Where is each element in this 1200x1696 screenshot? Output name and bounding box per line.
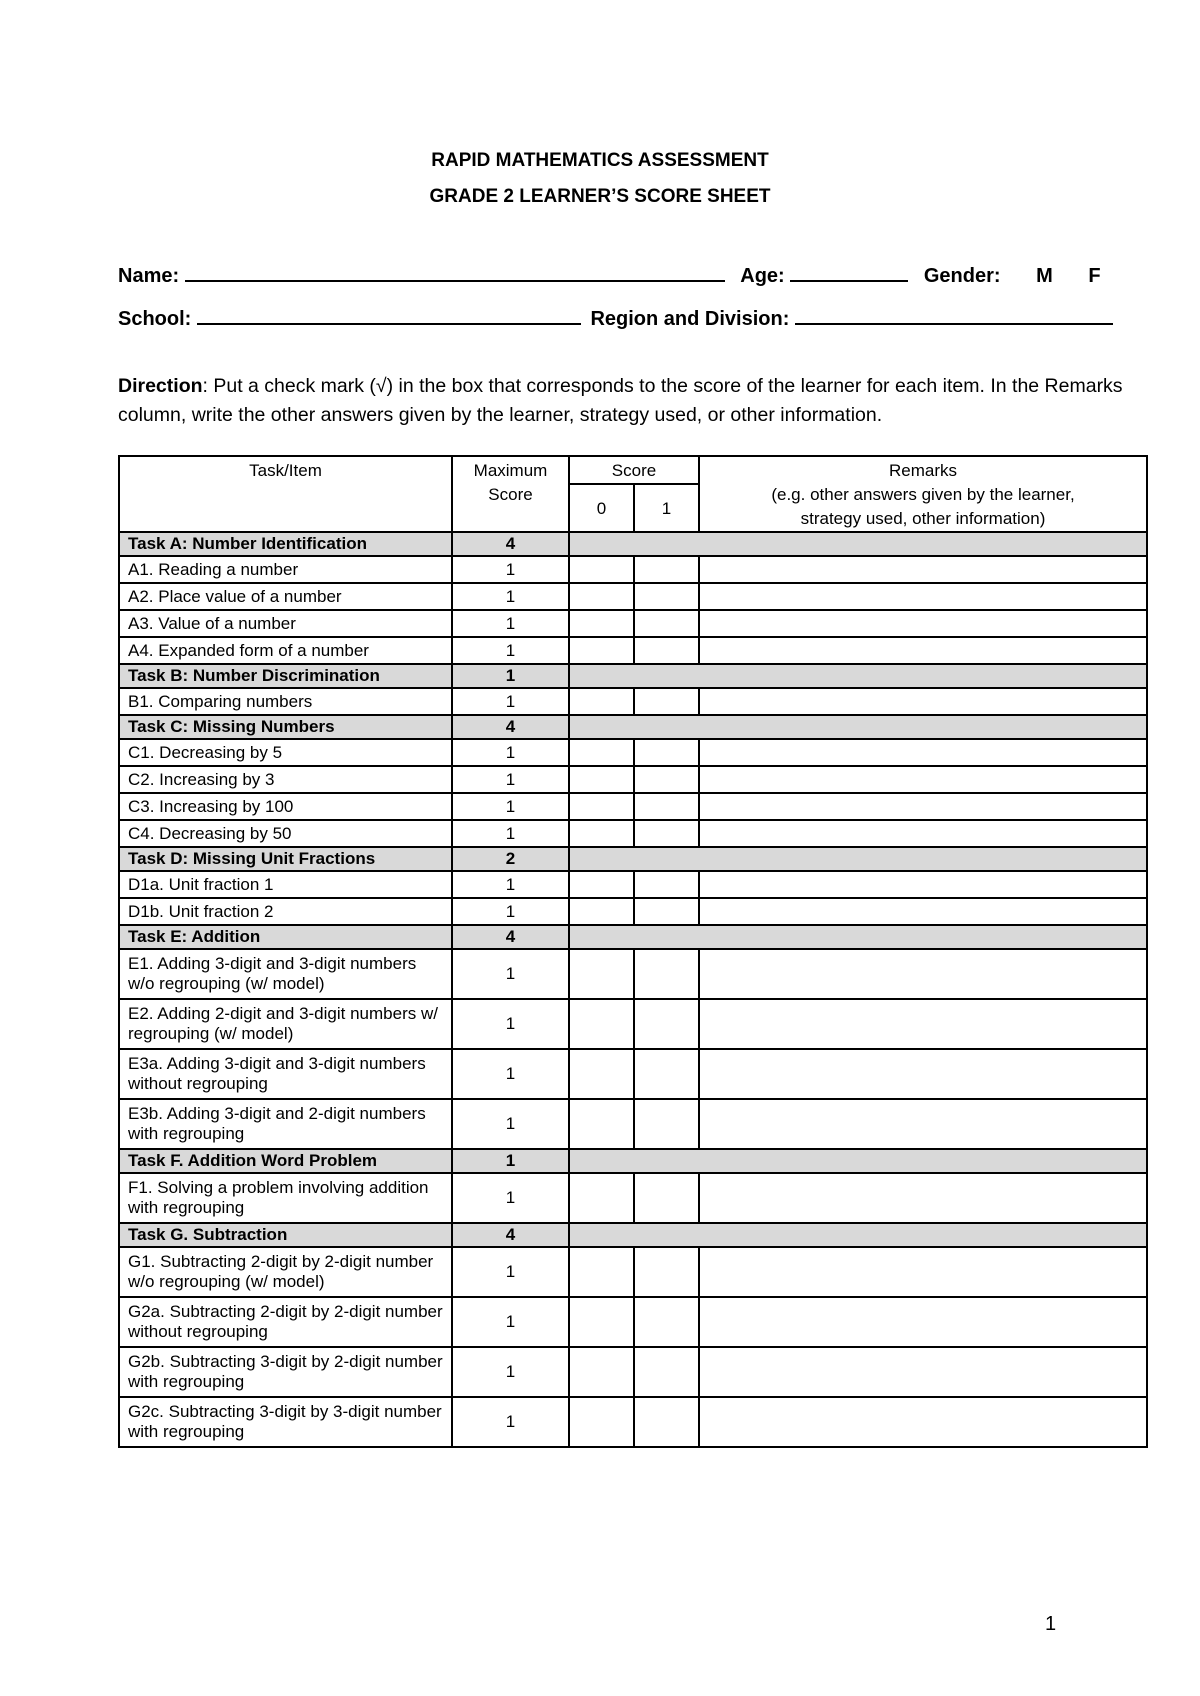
task-label: Task E: Addition — [119, 925, 452, 949]
item-row — [119, 898, 1147, 925]
score-1-checkbox[interactable] — [634, 1099, 699, 1149]
header-score-0: 0 — [569, 484, 634, 532]
item-row — [119, 793, 1147, 820]
remarks-field[interactable] — [699, 1173, 1147, 1223]
score-0-checkbox[interactable] — [569, 871, 634, 898]
score-0-checkbox[interactable] — [569, 898, 634, 925]
learner-info-line-1 — [118, 262, 1101, 288]
item-label: F1. Solving a problem involving addition with regrouping — [119, 1173, 452, 1223]
item-label: D1b. Unit fraction 2 — [119, 898, 452, 925]
item-max-score: 1 — [452, 766, 569, 793]
task-row-filler — [569, 1149, 1147, 1173]
gender-option-m[interactable]: M — [1036, 265, 1053, 287]
item-max-score: 1 — [452, 1347, 569, 1397]
score-0-checkbox[interactable] — [569, 1049, 634, 1099]
item-max-score: 1 — [452, 793, 569, 820]
task-max-score: 1 — [452, 1149, 569, 1173]
remarks-field[interactable] — [699, 583, 1147, 610]
score-0-checkbox[interactable] — [569, 637, 634, 664]
score-1-checkbox[interactable] — [634, 1297, 699, 1347]
item-row — [119, 766, 1147, 793]
item-max-score: 1 — [452, 1099, 569, 1149]
age-label: Age: — [740, 265, 785, 287]
score-1-checkbox[interactable] — [634, 871, 699, 898]
score-0-checkbox[interactable] — [569, 583, 634, 610]
score-1-checkbox[interactable] — [634, 739, 699, 766]
item-row — [119, 949, 1147, 999]
score-1-checkbox[interactable] — [634, 898, 699, 925]
remarks-field[interactable] — [699, 898, 1147, 925]
task-label: Task D: Missing Unit Fractions — [119, 847, 452, 871]
task-max-score: 4 — [452, 925, 569, 949]
header-score-1: 1 — [634, 484, 699, 532]
item-max-score: 1 — [452, 1049, 569, 1099]
task-max-score: 2 — [452, 847, 569, 871]
score-1-checkbox[interactable] — [634, 1049, 699, 1099]
task-row — [119, 1149, 1147, 1173]
remarks-field[interactable] — [699, 766, 1147, 793]
score-0-checkbox[interactable] — [569, 1173, 634, 1223]
age-field[interactable] — [790, 262, 908, 282]
score-0-checkbox[interactable] — [569, 820, 634, 847]
item-max-score: 1 — [452, 1247, 569, 1297]
item-label: C3. Increasing by 100 — [119, 793, 452, 820]
item-row — [119, 556, 1147, 583]
item-max-score: 1 — [452, 556, 569, 583]
task-max-score: 1 — [452, 664, 569, 688]
task-row-filler — [569, 532, 1147, 556]
score-1-checkbox[interactable] — [634, 766, 699, 793]
header-remarks — [699, 456, 1147, 532]
remarks-field[interactable] — [699, 1297, 1147, 1347]
task-row — [119, 847, 1147, 871]
item-label: A1. Reading a number — [119, 556, 452, 583]
gender-label: Gender: — [923, 265, 1001, 287]
score-1-checkbox[interactable] — [634, 637, 699, 664]
item-max-score: 1 — [452, 1397, 569, 1447]
item-label: E3a. Adding 3-digit and 3-digit numbers without regrouping — [119, 1049, 452, 1099]
score-0-checkbox[interactable] — [569, 999, 634, 1049]
document-subtitle: GRADE 2 LEARNER’S SCORE SHEET — [429, 186, 771, 207]
remarks-field[interactable] — [699, 1099, 1147, 1149]
direction-text — [118, 372, 1148, 430]
item-label: E3b. Adding 3-digit and 2-digit numbers with regrouping — [119, 1099, 452, 1149]
item-row — [119, 1173, 1147, 1223]
item-label: C1. Decreasing by 5 — [119, 739, 452, 766]
item-row — [119, 688, 1147, 715]
item-max-score: 1 — [452, 688, 569, 715]
task-row-filler — [569, 1223, 1147, 1247]
item-label: G1. Subtracting 2-digit by 2-digit number w/o regrouping (w/ model) — [119, 1247, 452, 1297]
item-row — [119, 871, 1147, 898]
item-label: A4. Expanded form of a number — [119, 637, 452, 664]
gender-option-f[interactable]: F — [1088, 265, 1101, 287]
region-division-field[interactable] — [795, 305, 1113, 325]
score-0-checkbox[interactable] — [569, 556, 634, 583]
item-row — [119, 1347, 1147, 1397]
learner-info-line-2 — [118, 305, 1113, 331]
item-label: E1. Adding 3-digit and 3-digit numbers w/o regrouping (w/ model) — [119, 949, 452, 999]
item-label: D1a. Unit fraction 1 — [119, 871, 452, 898]
item-max-score: 1 — [452, 610, 569, 637]
item-label: G2b. Subtracting 3-digit by 2-digit number with regrouping — [119, 1347, 452, 1397]
item-row — [119, 999, 1147, 1049]
item-label: A3. Value of a number — [119, 610, 452, 637]
item-max-score: 1 — [452, 820, 569, 847]
item-row — [119, 583, 1147, 610]
remarks-field[interactable] — [699, 1247, 1147, 1297]
task-label: Task A: Number Identification — [119, 532, 452, 556]
task-row — [119, 715, 1147, 739]
remarks-field[interactable] — [699, 556, 1147, 583]
remarks-field[interactable] — [699, 820, 1147, 847]
score-1-checkbox[interactable] — [634, 1397, 699, 1447]
item-row — [119, 1297, 1147, 1347]
task-row-filler — [569, 847, 1147, 871]
score-0-checkbox[interactable] — [569, 1247, 634, 1297]
remarks-field[interactable] — [699, 1347, 1147, 1397]
page-number: 1 — [1045, 1613, 1057, 1635]
header-score: Score — [569, 456, 699, 484]
task-max-score: 4 — [452, 1223, 569, 1247]
remarks-field[interactable] — [699, 1397, 1147, 1447]
score-1-checkbox[interactable] — [634, 610, 699, 637]
item-max-score: 1 — [452, 739, 569, 766]
score-0-checkbox[interactable] — [569, 688, 634, 715]
score-0-checkbox[interactable] — [569, 793, 634, 820]
item-row — [119, 820, 1147, 847]
item-row — [119, 637, 1147, 664]
name-label: Name: — [118, 265, 180, 287]
score-0-checkbox[interactable] — [569, 1099, 634, 1149]
remarks-field[interactable] — [699, 999, 1147, 1049]
score-table-body — [119, 532, 1147, 1447]
task-label: Task G. Subtraction — [119, 1223, 452, 1247]
remarks-field[interactable] — [699, 637, 1147, 664]
task-label: Task F. Addition Word Problem — [119, 1149, 452, 1173]
task-max-score: 4 — [452, 532, 569, 556]
task-max-score: 4 — [452, 715, 569, 739]
item-label: E2. Adding 2-digit and 3-digit numbers w/ regrouping (w/ model) — [119, 999, 452, 1049]
remarks-field[interactable] — [699, 739, 1147, 766]
item-max-score: 1 — [452, 637, 569, 664]
school-field[interactable] — [197, 305, 581, 325]
task-label: Task B: Number Discrimination — [119, 664, 452, 688]
remarks-field[interactable] — [699, 949, 1147, 999]
item-max-score: 1 — [452, 999, 569, 1049]
remarks-field[interactable] — [699, 1049, 1147, 1099]
item-label: C2. Increasing by 3 — [119, 766, 452, 793]
score-0-checkbox[interactable] — [569, 739, 634, 766]
task-label: Task C: Missing Numbers — [119, 715, 452, 739]
item-max-score: 1 — [452, 583, 569, 610]
score-1-checkbox[interactable] — [634, 583, 699, 610]
score-0-checkbox[interactable] — [569, 1347, 634, 1397]
task-row — [119, 532, 1147, 556]
remarks-field[interactable] — [699, 610, 1147, 637]
task-row — [119, 1223, 1147, 1247]
score-1-checkbox[interactable] — [634, 949, 699, 999]
score-1-checkbox[interactable] — [634, 1347, 699, 1397]
item-label: G2a. Subtracting 2-digit by 2-digit number without regrouping — [119, 1297, 452, 1347]
score-1-checkbox[interactable] — [634, 1247, 699, 1297]
item-label: C4. Decreasing by 50 — [119, 820, 452, 847]
item-label: B1. Comparing numbers — [119, 688, 452, 715]
task-row-filler — [569, 664, 1147, 688]
score-1-checkbox[interactable] — [634, 820, 699, 847]
score-0-checkbox[interactable] — [569, 610, 634, 637]
task-row — [119, 664, 1147, 688]
score-1-checkbox[interactable] — [634, 999, 699, 1049]
header-max-score: Maximum Score — [452, 456, 569, 532]
remarks-field[interactable] — [699, 793, 1147, 820]
item-max-score: 1 — [452, 1297, 569, 1347]
remarks-field[interactable] — [699, 871, 1147, 898]
item-label: A2. Place value of a number — [119, 583, 452, 610]
item-row — [119, 610, 1147, 637]
item-max-score: 1 — [452, 949, 569, 999]
document-title: RAPID MATHEMATICS ASSESSMENT — [431, 150, 769, 171]
region-label: Region and Division: — [590, 308, 790, 330]
item-label: G2c. Subtracting 3-digit by 3-digit number with regrouping — [119, 1397, 452, 1447]
remarks-field[interactable] — [699, 688, 1147, 715]
name-field[interactable] — [185, 262, 725, 282]
header-remarks-sub: (e.g. other answers given by the learner, strategy used, other information) — [771, 485, 1075, 528]
header-task: Task/Item — [119, 456, 452, 532]
score-1-checkbox[interactable] — [634, 793, 699, 820]
task-row-filler — [569, 925, 1147, 949]
score-0-checkbox[interactable] — [569, 1297, 634, 1347]
item-row — [119, 1049, 1147, 1099]
task-row — [119, 925, 1147, 949]
task-row-filler — [569, 715, 1147, 739]
score-1-checkbox[interactable] — [634, 1173, 699, 1223]
direction-body: : Put a check mark (√) in the box that corresponds to the score of the learner for each item. In the Remarks column, write the other answers given by the learner, strategy used, or other information. — [118, 375, 1123, 426]
school-label: School: — [118, 308, 192, 330]
score-0-checkbox[interactable] — [569, 1397, 634, 1447]
item-row — [119, 1397, 1147, 1447]
score-0-checkbox[interactable] — [569, 766, 634, 793]
direction-label: Direction — [118, 375, 203, 397]
item-row — [119, 1247, 1147, 1297]
item-max-score: 1 — [452, 1173, 569, 1223]
item-max-score: 1 — [452, 871, 569, 898]
item-row — [119, 1099, 1147, 1149]
header-remarks-title: Remarks — [888, 461, 957, 480]
score-1-checkbox[interactable] — [634, 556, 699, 583]
item-row — [119, 739, 1147, 766]
score-1-checkbox[interactable] — [634, 688, 699, 715]
item-max-score: 1 — [452, 898, 569, 925]
score-0-checkbox[interactable] — [569, 949, 634, 999]
score-table — [118, 455, 1148, 1448]
